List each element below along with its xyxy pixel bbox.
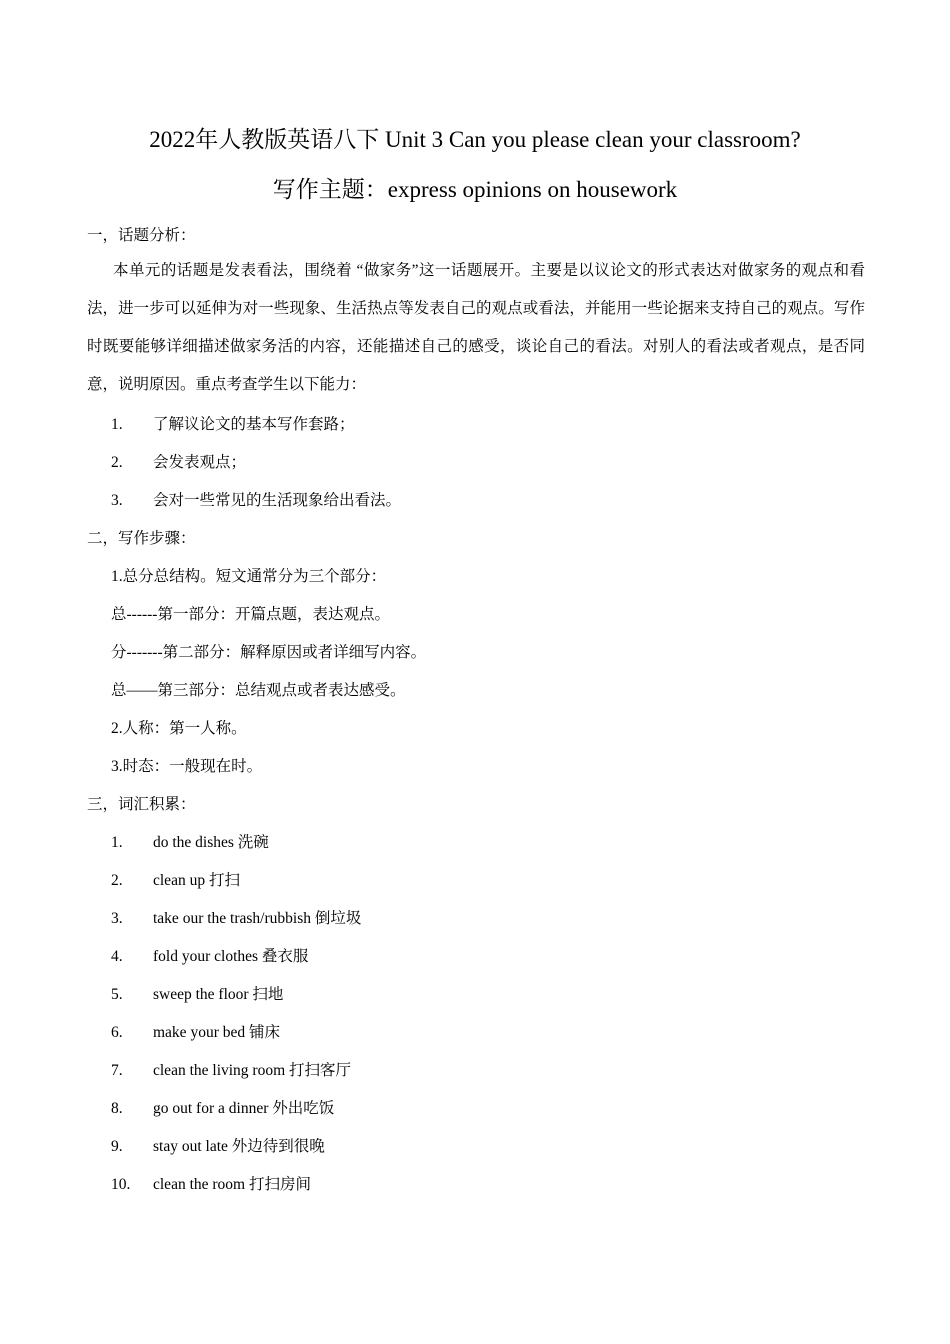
vocab-number: 9. [111,1138,123,1155]
writing-step-line: 总——第三部分：总结观点或者表达感受。 [111,682,406,699]
vocab-number: 4. [111,948,123,965]
writing-step-line: 3.时态：一般现在时。 [111,758,263,775]
vocab-number: 5. [111,986,123,1003]
vocab-item: stay out late 外边待到很晚 [153,1138,325,1155]
vocab-number: 2. [111,872,123,889]
vocab-item: sweep the floor 扫地 [153,986,284,1003]
topic-analysis-paragraph: 本单元的话题是发表看法，围绕着 “做家务”这一话题展开。主要是以议论文的形式表达对做家务的观点和看法，进一步可以延伸为对一些现象、生活热点等发表自己的观点或看法，并能用一些论据来支持自己的观点。写作时既要能够详细描述做家务活的内容，还能描述自己的感受，谈论自己的看法。对别人的看法或者观点，是否同意，说明原因。重点考查学生以下能力： [87,262,865,393]
writing-step-line: 2.人称：第一人称。 [111,720,247,737]
section-heading-writing-steps: 二，写作步骤： [87,530,196,547]
vocab-number: 3. [111,910,123,927]
vocab-item: go out for a dinner 外出吃饭 [153,1100,335,1117]
vocab-item: clean the room 打扫房间 [153,1176,311,1193]
vocab-number: 6. [111,1024,123,1041]
writing-step-line: 总------第一部分：开篇点题，表达观点。 [111,606,390,623]
vocab-item: fold your clothes 叠衣服 [153,948,309,965]
writing-step-line: 1.总分总结构。短文通常分为三个部分： [111,568,387,585]
ability-number: 3. [111,492,123,509]
vocab-item: clean up 打扫 [153,872,240,889]
vocab-item: clean the living room 打扫客厅 [153,1062,352,1079]
ability-item: 了解议论文的基本写作套路； [153,416,355,433]
vocab-item: take our the trash/rubbish 倒垃圾 [153,910,362,927]
vocab-number: 7. [111,1062,123,1079]
vocab-item: make your bed 铺床 [153,1024,280,1041]
vocab-number: 8. [111,1100,123,1117]
writing-step-line: 分-------第二部分：解释原因或者详细写内容。 [111,644,427,661]
section-heading-topic-analysis: 一，话题分析： [87,227,196,244]
ability-number: 1. [111,416,123,433]
ability-item: 会对一些常见的生活现象给出看法。 [153,492,402,509]
vocab-item: do the dishes 洗碗 [153,834,269,851]
ability-item: 会发表观点； [153,454,247,471]
document-title: 2022年人教版英语八下 Unit 3 Can you please clean your classroom? [149,127,801,152]
ability-number: 2. [111,454,123,471]
section-heading-vocabulary: 三，词汇积累： [87,796,196,813]
document-subtitle: 写作主题：express opinions on housework [272,177,678,202]
vocab-number: 10. [111,1176,131,1193]
vocab-number: 1. [111,834,123,851]
